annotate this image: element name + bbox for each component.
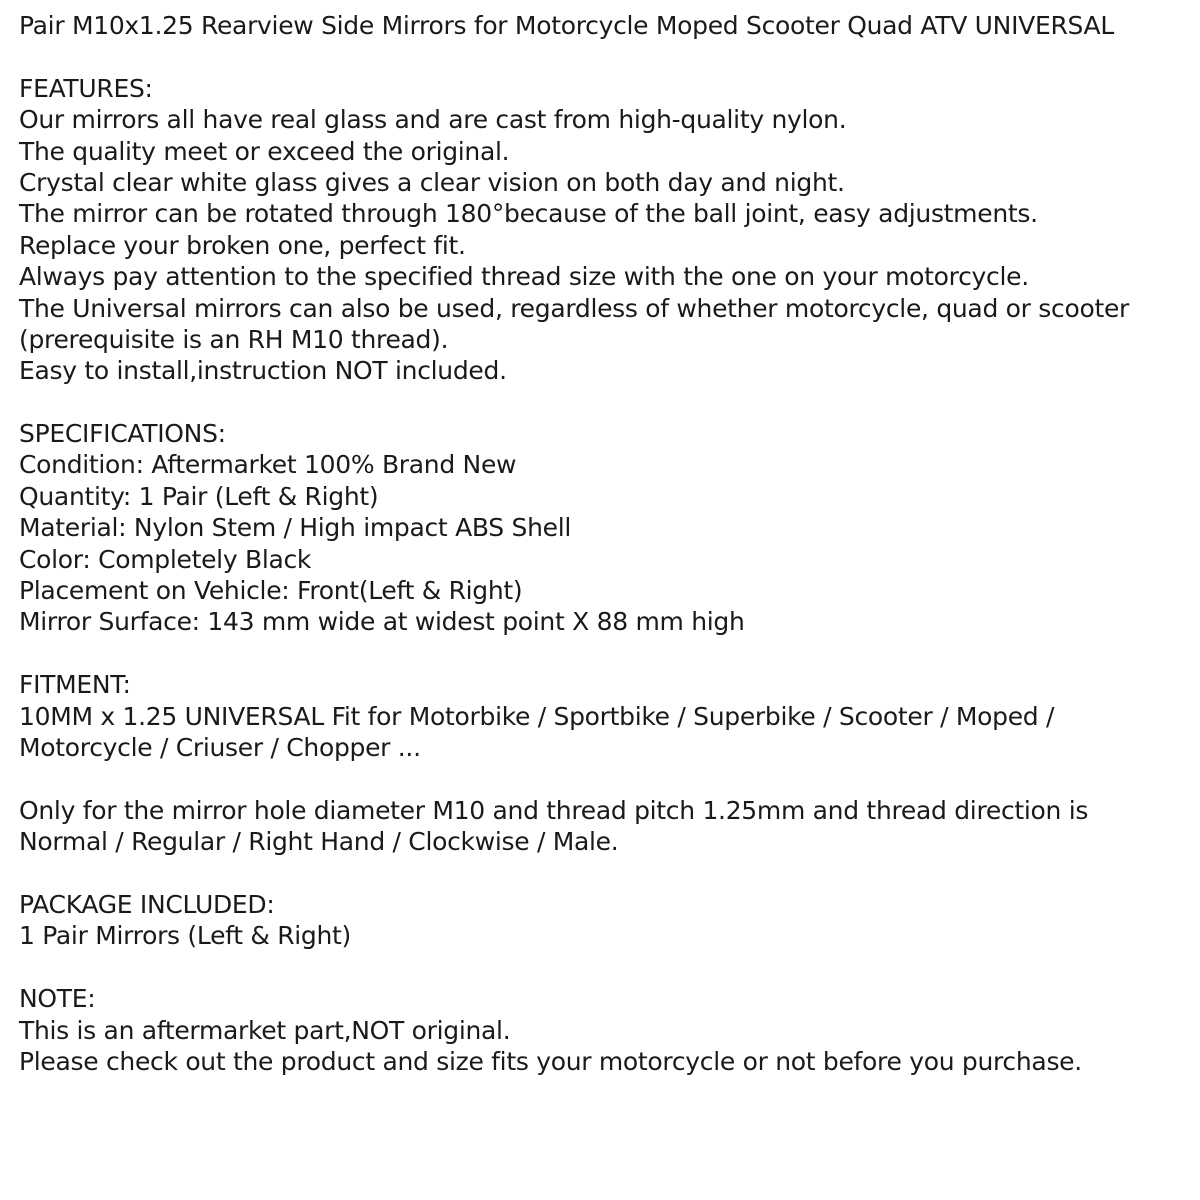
package-heading: PACKAGE INCLUDED: [19,889,275,919]
spec-line: Quantity: 1 Pair (Left & Right) [19,481,379,511]
note-line: This is an aftermarket part,NOT original. [19,1015,511,1045]
feature-line: The quality meet or exceed the original. [19,136,510,166]
spec-line: Material: Nylon Stem / High impact ABS Shell [19,513,571,543]
spec-line: Condition: Aftermarket 100% Brand New [19,450,517,480]
package-line: 1 Pair Mirrors (Left & Right) [19,921,351,951]
fitment-section [19,669,1189,857]
feature-line: (prerequisite is an RH M10 thread). [19,324,449,354]
spec-line: Color: Completely Black [19,544,312,574]
spacer [19,858,1189,889]
package-section [19,889,1189,952]
feature-line: Crystal clear white glass gives a clear vision on both day and night. [19,167,845,197]
fitment-note-line: Normal / Regular / Right Hand / Clockwise / Male. [19,827,619,857]
note-line: Please check out the product and size fits your motorcycle or not before you purchase. [19,1046,1082,1076]
spec-line: Mirror Surface: 143 mm wide at widest point X 88 mm high [19,607,745,637]
features-section [19,73,1189,387]
note-section [19,983,1189,1077]
specifications-section [19,418,1189,638]
product-description [19,10,1189,1077]
feature-line: Replace your broken one, perfect fit. [19,230,466,260]
feature-line: The Universal mirrors can also be used, regardless of whether motorcycle, quad or scooter [19,293,1130,323]
fitment-line: Motorcycle / Criuser / Chopper ... [19,732,421,762]
spec-line: Placement on Vehicle: Front(Left & Right) [19,576,523,606]
product-title: Pair M10x1.25 Rearview Side Mirrors for Motorcycle Moped Scooter Quad ATV UNIVERSAL [19,11,1114,40]
feature-line: Always pay attention to the specified thread size with the one on your motorcycle. [19,262,1029,292]
spacer [19,387,1189,418]
features-heading: FEATURES: [19,73,153,103]
fitment-heading: FITMENT: [19,670,131,700]
spacer [19,41,1189,72]
feature-line: Our mirrors all have real glass and are cast from high-quality nylon. [19,105,847,135]
spacer [19,763,1189,794]
spacer [19,638,1189,669]
spacer [19,952,1189,983]
feature-line: Easy to install,instruction NOT included. [19,356,507,386]
fitment-note-line: Only for the mirror hole diameter M10 and thread pitch 1.25mm and thread direction is [19,795,1089,825]
note-heading: NOTE: [19,984,96,1014]
specifications-heading: SPECIFICATIONS: [19,419,226,449]
feature-line: The mirror can be rotated through 180°because of the ball joint, easy adjustments. [19,199,1038,229]
fitment-line: 10MM x 1.25 UNIVERSAL Fit for Motorbike / Sportbike / Superbike / Scooter / Moped / [19,701,1055,731]
